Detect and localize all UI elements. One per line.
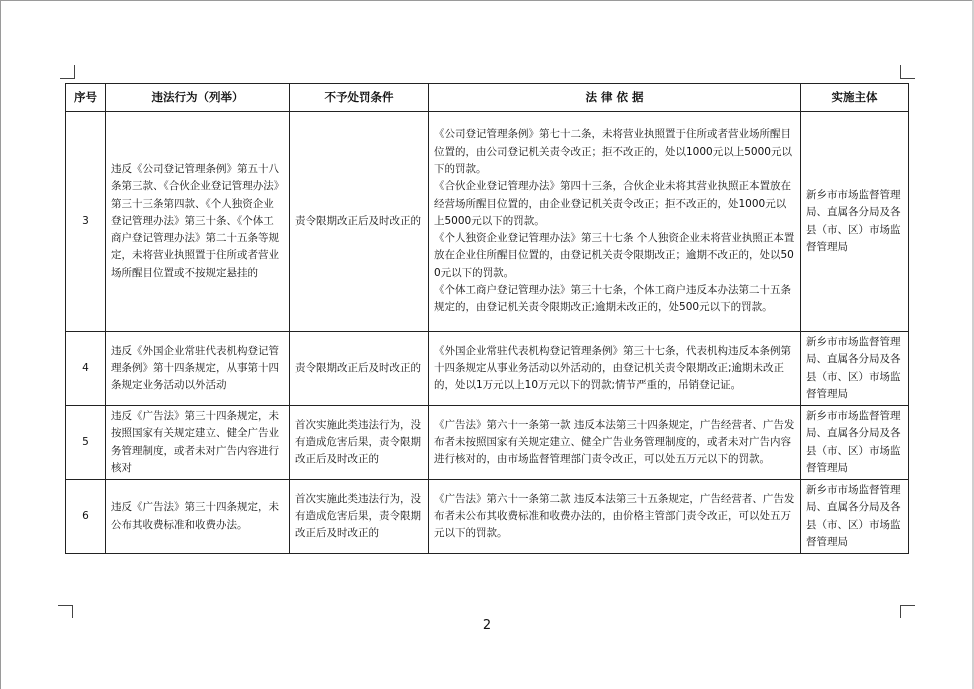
crop-mark-bottom-left (72, 605, 73, 618)
crop-mark-top-right (900, 78, 915, 79)
row-legal-basis: 《广告法》第六十一条第一款 违反本法第三十四条规定，广告经营者、广告发布者未按照国家有关规定建立、健全广告业务管理制度的，或者未对广告内容进行核对的，由市场监督管理部门责令改正，可以处五万元以下的罚款。 (429, 406, 801, 480)
row-index: 5 (66, 406, 106, 480)
crop-mark-bottom-right (900, 605, 901, 618)
header-authority: 实施主体 (801, 84, 909, 112)
row-legal-basis: 《公司登记管理条例》第七十二条，未将营业执照置于住所或者营业场所醒目位置的，由公司登记机关责令改正；拒不改正的，处以1000元以上5000元以下的罚款。 《合伙企业登记管理办法》第四十三条，合伙企业未将其营业执照正本置放在经营场所醒目位置的，由企业登记机关责令改正；拒不改正的，处1000元以上5000元以下的罚款。 《个人独资企业登记管理办法》第三十七条 个人独资企业未将营业执照正本置放在企业住所醒目位置的，由登记机关责令限期改正；逾期不改正的，处以500元以下的罚款。 《个体工商户登记管理办法》第三十七条，个体工商户违反本办法第二十五条规定的，由登记机关责令限期改正;逾期未改正的，处500元以下的罚款。 (429, 112, 801, 332)
header-legal-basis: 法 律 依 据 (429, 84, 801, 112)
row-exemption: 首次实施此类违法行为，没有造成危害后果，责令限期改正后及时改正的 (290, 480, 429, 554)
table-row (66, 406, 909, 480)
row-authority: 新乡市市场监督管理局、直属各分局及各县（市、区）市场监督管理局 (801, 332, 909, 406)
crop-mark-bottom-left (58, 605, 73, 606)
row-exemption: 责令限期改正后及时改正的 (290, 112, 429, 332)
row-behavior: 违反《广告法》第三十四条规定，未公布其收费标准和收费办法。 (106, 480, 290, 554)
table-row (66, 112, 909, 332)
row-behavior: 违反《公司登记管理条例》第五十八条第三款、《合伙企业登记管理办法》第三十三条第四款、《个人独资企业登记管理办法》第三十条、《个体工商户登记管理办法》第二十五条等规定，未将营业执照置于住所或者营业场所醒目位置或不按规定悬挂的 (106, 112, 290, 332)
row-behavior: 违反《外国企业常驻代表机构登记管理条例》第十四条规定，从事第十四条规定业务活动以外活动 (106, 332, 290, 406)
row-authority: 新乡市市场监督管理局、直属各分局及各县（市、区）市场监督管理局 (801, 112, 909, 332)
page-left-border (0, 0, 1, 689)
row-index: 6 (66, 480, 106, 554)
row-legal-basis: 《外国企业常驻代表机构登记管理条例》第三十七条，代表机构违反本条例第十四条规定从事业务活动以外活动的，由登记机关责令限期改正;逾期未改正的，处以1万元以上10万元以下的罚款;情节严重的，吊销登记证。 (429, 332, 801, 406)
crop-mark-top-left (60, 78, 75, 79)
table-row (66, 332, 909, 406)
header-exemption: 不予处罚条件 (290, 84, 429, 112)
row-authority: 新乡市市场监督管理局、直属各分局及各县（市、区）市场监督管理局 (801, 480, 909, 554)
row-behavior: 违反《广告法》第三十四条规定，未按照国家有关规定建立、健全广告业务管理制度，或者未对广告内容进行核对 (106, 406, 290, 480)
crop-mark-top-left (74, 65, 75, 79)
table-row (66, 480, 909, 554)
row-exemption: 首次实施此类违法行为，没有造成危害后果，责令限期改正后及时改正的 (290, 406, 429, 480)
crop-mark-top-right (900, 65, 901, 79)
header-index: 序号 (66, 84, 106, 112)
row-exemption: 责令限期改正后及时改正的 (290, 332, 429, 406)
table-header-row (66, 84, 909, 112)
row-index: 3 (66, 112, 106, 332)
page-number: 2 (482, 618, 492, 633)
page-top-border (0, 0, 972, 1)
row-legal-basis: 《广告法》第六十一条第二款 违反本法第三十五条规定，广告经营者、广告发布者未公布其收费标准和收费办法的，由价格主管部门责令改正，可以处五万元以下的罚款。 (429, 480, 801, 554)
crop-mark-bottom-right (900, 605, 915, 606)
penalty-exemption-table (65, 83, 909, 554)
row-authority: 新乡市市场监督管理局、直属各分局及各县（市、区）市场监督管理局 (801, 406, 909, 480)
row-index: 4 (66, 332, 106, 406)
header-behavior: 违法行为（列举） (106, 84, 290, 112)
